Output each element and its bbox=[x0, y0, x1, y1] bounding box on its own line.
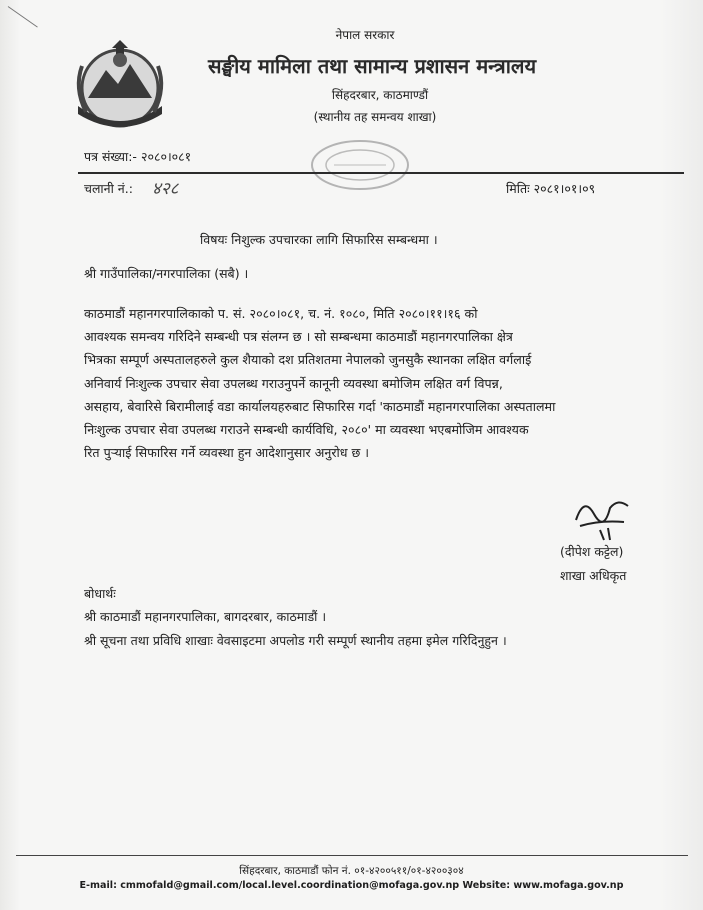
letter-date: २०८१।०१।०९ bbox=[533, 181, 596, 196]
header-divider bbox=[78, 172, 684, 174]
body-line: भित्रका सम्पूर्ण अस्पतालहरुले कुल शैयाको दश प्रतिशतमा नेपालको जुनसुकै स्थानका लक्षित वर्गलाई bbox=[84, 352, 532, 368]
cc-item: श्री सूचना तथा प्रविधि शाखाः वेवसाइटमा अपलोड गरी सम्पूर्ण स्थानीय तहमा इमेल गरिदिनुहुन । bbox=[84, 633, 507, 648]
body-line: अनिवार्य निःशुल्क उपचार सेवा उपलब्ध गराउनुपर्ने कानूनी व्यवस्था बमोजिम लक्षित वर्ग विपन्न, bbox=[84, 375, 503, 391]
ministry-name: सङ्घीय मामिला तथा सामान्य प्रशासन मन्त्रालय bbox=[207, 54, 537, 78]
cc-heading: बोधार्थः bbox=[84, 586, 116, 601]
signatory-name: (दीपेश कट्टेल) bbox=[560, 544, 624, 559]
subject-line: विषयः निशुल्क उपचारका लागि सिफारिस सम्बन्धमा । bbox=[200, 232, 438, 247]
body-line: असहाय, बेवारिसे बिरामीलाई वडा कार्यालयहरुबाट सिफारिस गर्दा 'काठमाडौं महानगरपालिका अस्पतालमा bbox=[84, 398, 556, 414]
section-name: (स्थानीय तह समन्वय शाखा) bbox=[313, 110, 437, 124]
cc-item: श्री काठमाडौं महानगरपालिका, बागदरबार, काठमाडौं । bbox=[84, 609, 327, 624]
body-line: निःशुल्क उपचार सेवा उपलब्ध गराउने सम्बन्धी कार्यविधि, २०८०' मा व्यवस्था भएबमोजिम आवश्यक bbox=[84, 422, 529, 438]
addressee: श्री गाउँपालिका/नगरपालिका (सबै) । bbox=[84, 266, 249, 281]
government-name: नेपाल सरकार bbox=[335, 28, 395, 42]
body-line: काठमाडौं महानगरपालिकाको प. सं. २०८०।०८१, च. नं. १०८०, मिति २०८०।११।१६ को bbox=[84, 306, 478, 321]
ministry-address: सिंहदरबार, काठमाण्डौं bbox=[331, 88, 429, 102]
official-stamp-icon bbox=[300, 135, 420, 195]
footer-address: सिंहदरबार, काठमाडौं फोन नं. ०१-४२००५११/०१-४२००३०४ bbox=[239, 865, 464, 877]
date-row bbox=[506, 180, 595, 197]
date-label: मितिः bbox=[506, 181, 530, 196]
letter-number: २०८०।०८१ bbox=[140, 149, 192, 164]
nepal-government-emblem-icon bbox=[68, 36, 172, 132]
body-line: आवश्यक समन्वय गरिदिने सम्बन्धी पत्र संलग्न छ । सो सम्बन्धमा काठमाडौं महानगरपालिका क्षेत्र bbox=[84, 329, 513, 345]
letter-number-label: पत्र संख्या:- bbox=[84, 149, 137, 164]
letter-body bbox=[84, 302, 646, 464]
footer-divider bbox=[16, 855, 688, 856]
footer-contact: E-mail: cmmofald@gmail.com/local.level.coordination@mofaga.gov.np Website: www.mofaga.gov.np bbox=[79, 880, 624, 891]
dispatch-number: ४२८ bbox=[152, 179, 179, 199]
body-line: रित पुऱ्याई सिफारिस गर्ने व्यवस्था हुन आदेशानुसार अनुरोध छ । bbox=[84, 445, 370, 461]
signatory-title: शाखा अधिकृत bbox=[560, 568, 627, 583]
letter-number-row bbox=[84, 148, 191, 165]
handwritten-signature bbox=[570, 490, 636, 542]
dispatch-label: चलानी नं.: bbox=[84, 181, 133, 196]
